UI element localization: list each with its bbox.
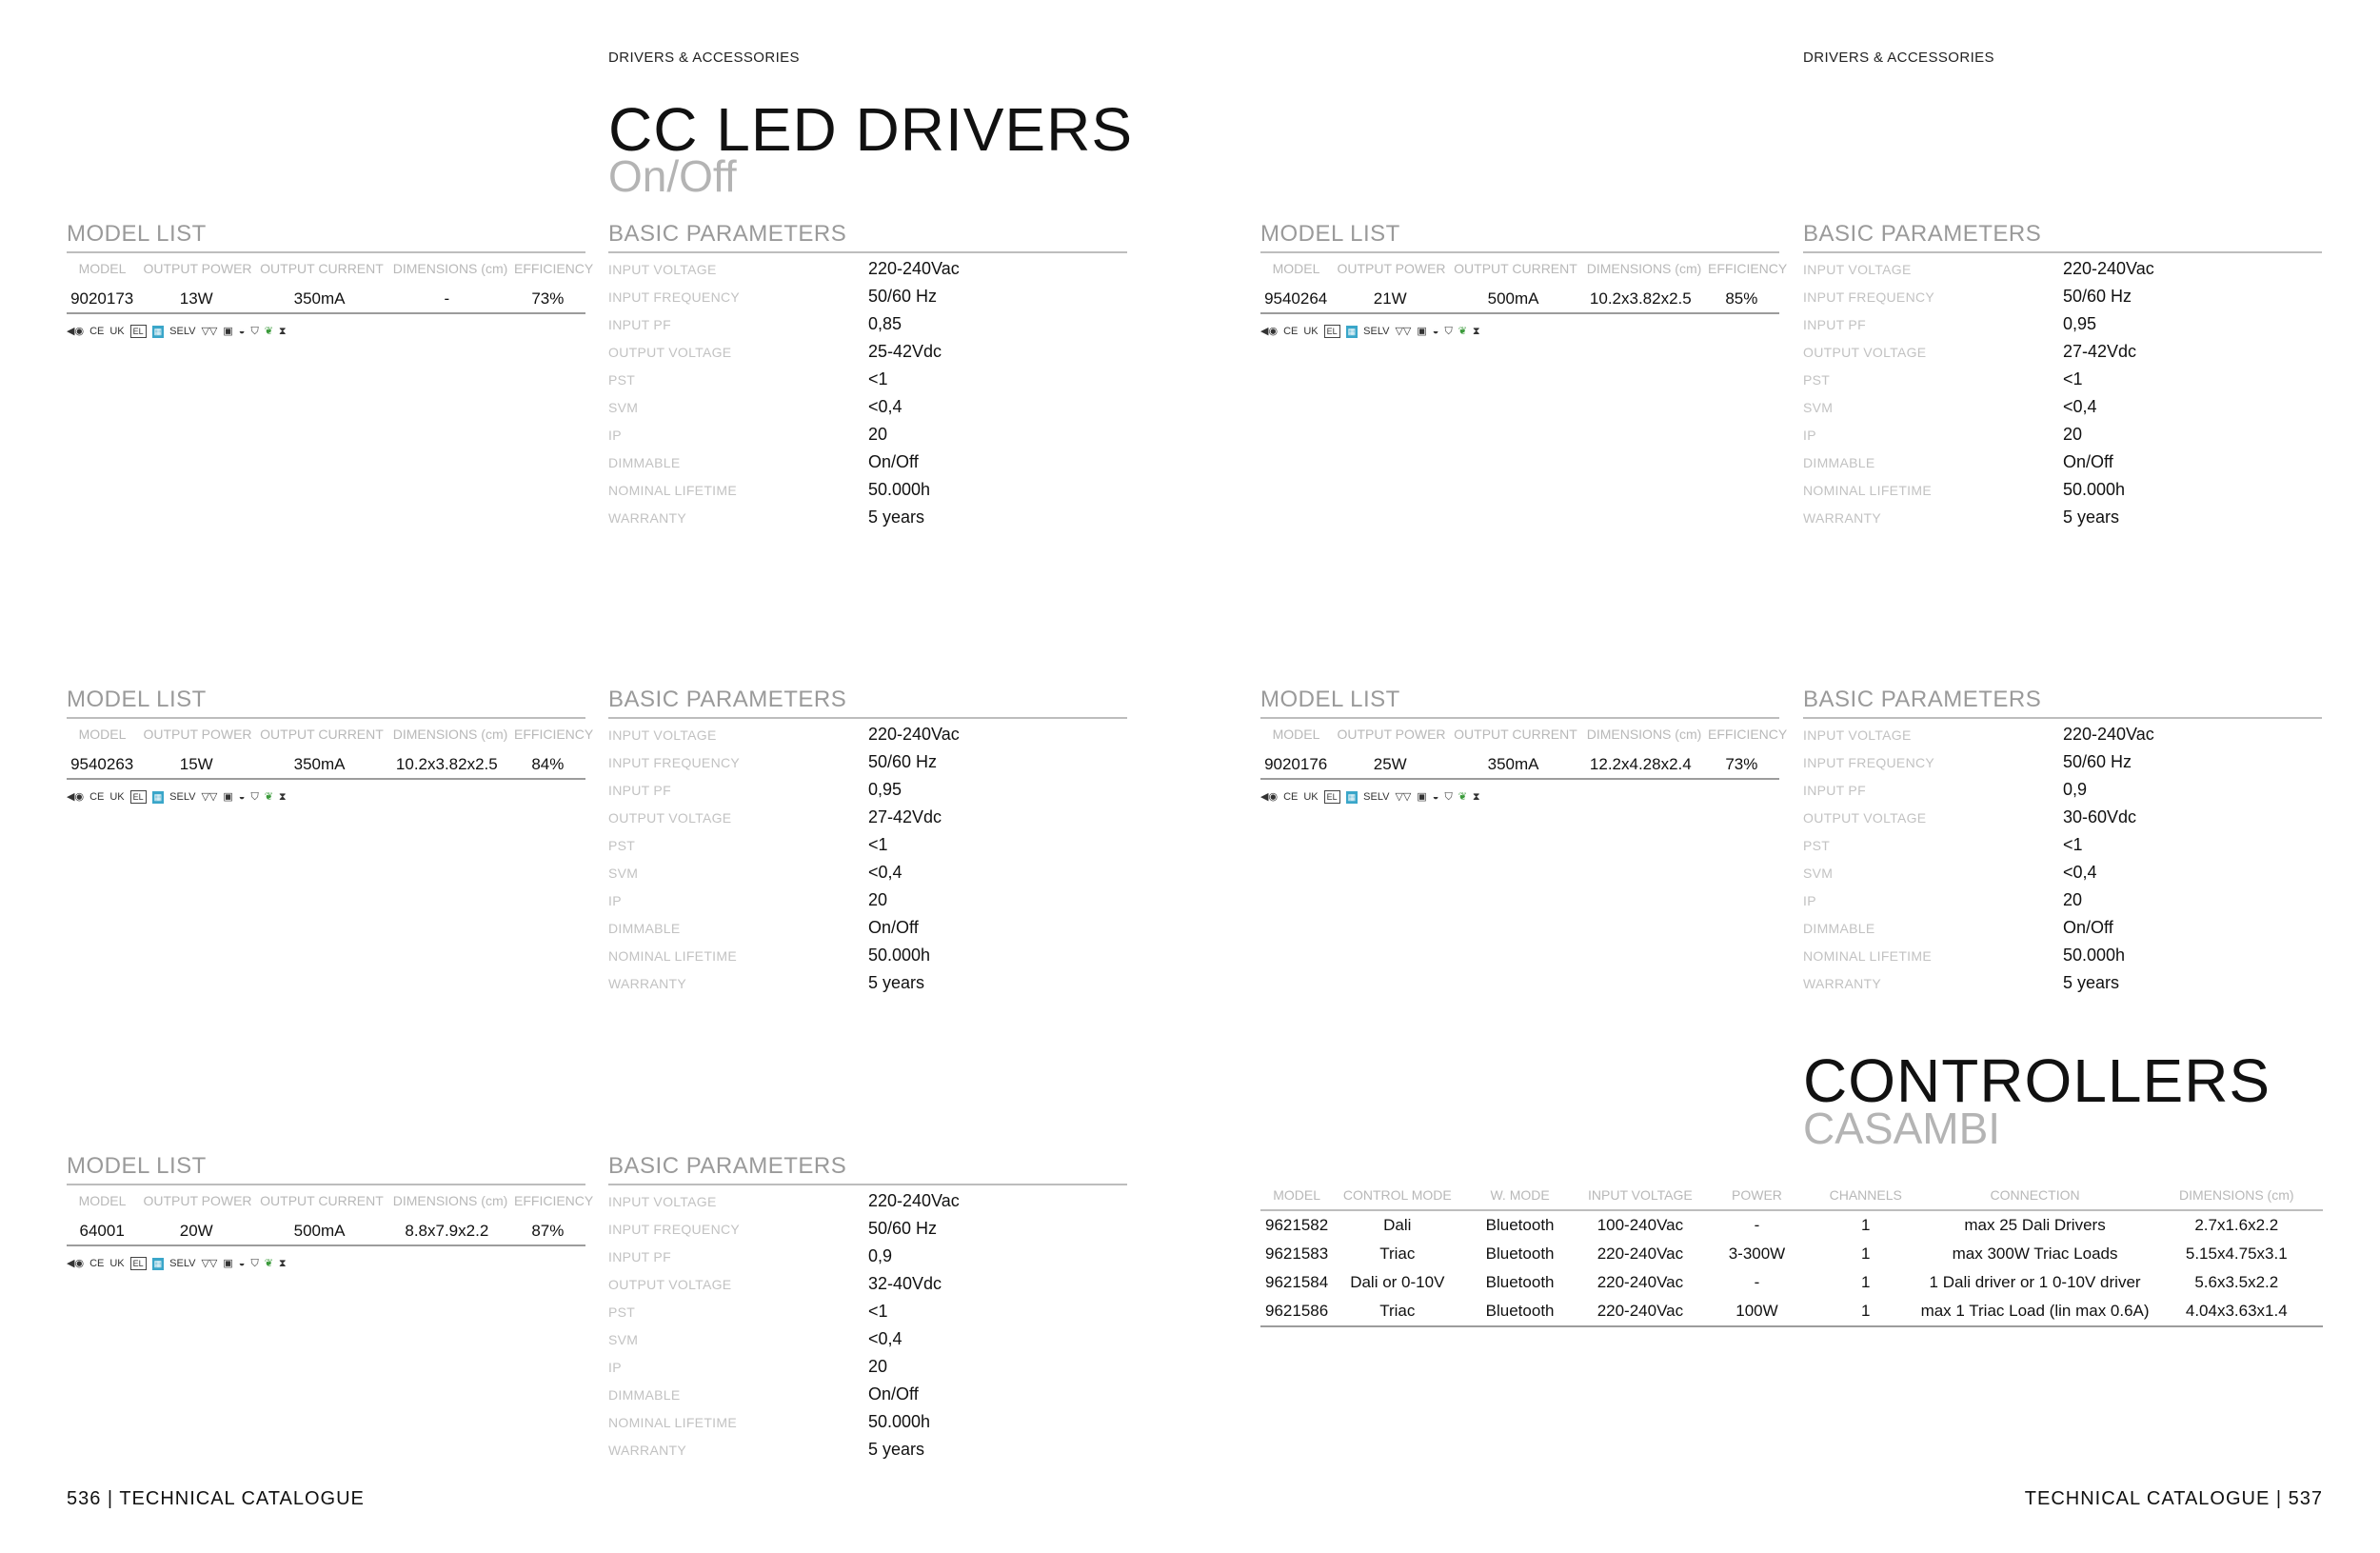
param-value: 0,95: [868, 780, 902, 799]
col-channels: CHANNELS: [1812, 1181, 1920, 1210]
param-value: 220-240Vac: [868, 259, 960, 278]
param-label: IP: [608, 892, 622, 908]
param-value: <0,4: [868, 863, 902, 882]
param-value: 5 years: [868, 973, 925, 992]
output-power: 25W: [1373, 755, 1407, 773]
param-label: INPUT PF: [608, 316, 671, 332]
param-label: OUTPUT VOLTAGE: [608, 1276, 732, 1292]
input-voltage: 100-240Vac: [1597, 1216, 1684, 1234]
wee-free-icon: ▦: [153, 1258, 163, 1268]
input-voltage: 220-240Vac: [1578, 1297, 1702, 1326]
selv-icon: SELV: [169, 1258, 196, 1269]
output-power: 15W: [179, 755, 213, 773]
power: -: [1754, 1216, 1760, 1234]
output-current: 350mA: [293, 289, 346, 308]
model-number: 9540264: [1264, 289, 1328, 308]
param-label: PST: [1803, 371, 1831, 388]
param-label: WARRANTY: [608, 509, 686, 526]
certification-icons: [67, 1256, 287, 1271]
model-list-header: MODEL LIST: [67, 687, 585, 719]
dimensions: -: [444, 289, 450, 308]
col-output-current: OUTPUT CURRENT: [1454, 261, 1577, 276]
col-efficiency: EFFICIENCY: [514, 261, 594, 276]
wee-free-icon: ▦: [153, 326, 163, 336]
model-number: 9020173: [70, 289, 134, 308]
basic-params-list: [1803, 721, 2154, 997]
el-icon: EL: [1324, 325, 1340, 338]
wee-free-icon: ▦: [153, 791, 163, 802]
col-control-mode: CONTROL MODE: [1333, 1181, 1461, 1210]
footer-right: TECHNICAL CATALOGUE | 537: [2024, 1488, 2323, 1509]
output-current: 500mA: [1487, 289, 1539, 308]
param-value: <0,4: [2063, 397, 2097, 416]
param-label: INPUT PF: [608, 782, 671, 798]
output-current: 350mA: [1487, 755, 1539, 773]
tw-icon: ▽▽: [1395, 791, 1412, 803]
protection-icon: ⛉: [250, 326, 259, 337]
basic-params-list: [608, 1187, 960, 1463]
param-value: 27-42Vdc: [2063, 342, 2137, 361]
table-row: [67, 755, 585, 780]
model-number: 9621584: [1265, 1273, 1329, 1291]
dimensions: 5.15x4.75x3.1: [2185, 1244, 2288, 1263]
table-row: [1260, 1268, 2323, 1297]
col-efficiency: EFFICIENCY: [514, 1193, 594, 1208]
leaf-icon: ❦: [1458, 326, 1467, 337]
param-label: PST: [608, 837, 636, 853]
param-value: 0,85: [868, 314, 902, 333]
param-label: INPUT FREQUENCY: [608, 754, 741, 770]
param-label: WARRANTY: [608, 975, 686, 991]
param-value: 0,95: [2063, 314, 2097, 333]
param-value: 50/60 Hz: [868, 1219, 938, 1238]
control-mode: Triac: [1379, 1244, 1416, 1263]
col-input-voltage: INPUT VOLTAGE: [1578, 1181, 1702, 1210]
param-value: <0,4: [2063, 863, 2097, 882]
param-label: INPUT PF: [608, 1248, 671, 1264]
leaf-icon: ❦: [264, 1258, 273, 1269]
col-dimensions: DIMENSIONS (cm): [1586, 727, 1702, 742]
param-label: DIMMABLE: [1803, 920, 1875, 936]
model-number: 9621583: [1265, 1244, 1329, 1263]
hourglass-icon: ⧗: [278, 791, 287, 803]
col-model: MODEL: [78, 727, 127, 742]
param-label: IP: [608, 1359, 622, 1375]
col-output-current: OUTPUT CURRENT: [260, 727, 384, 742]
param-value: <1: [2063, 369, 2083, 388]
param-value: <1: [2063, 835, 2083, 854]
param-label: INPUT PF: [1803, 316, 1866, 332]
enec-icon: ◀◉: [67, 791, 85, 803]
selv-icon: SELV: [169, 791, 196, 803]
selv-icon: SELV: [1363, 326, 1390, 337]
basic-params-header: BASIC PARAMETERS: [608, 687, 1127, 719]
protection-icon: ⛉: [250, 1258, 259, 1269]
page-subtitle: On/Off: [608, 151, 737, 201]
basic-params-list: [608, 721, 960, 997]
param-label: PST: [608, 371, 636, 388]
param-label: OUTPUT VOLTAGE: [608, 809, 732, 826]
basic-params-header: BASIC PARAMETERS: [1803, 221, 2322, 253]
col-output-power: OUTPUT POWER: [1337, 727, 1446, 742]
certification-icons: [67, 324, 287, 339]
param-value: 5 years: [2063, 973, 2120, 992]
independent-icon: ◒: [238, 1258, 246, 1269]
param-value: 220-240Vac: [868, 725, 960, 744]
param-label: IP: [1803, 427, 1816, 443]
w-mode: Bluetooth: [1485, 1216, 1555, 1234]
leaf-icon: ❦: [264, 326, 273, 337]
col-efficiency: EFFICIENCY: [1708, 261, 1788, 276]
model-list-header: MODEL LIST: [67, 1153, 585, 1185]
param-label: SVM: [608, 1331, 639, 1347]
param-label: SVM: [1803, 865, 1834, 881]
tw-icon: ▽▽: [201, 1258, 218, 1269]
col-dimensions: DIMENSIONS (cm): [1586, 261, 1702, 276]
param-value: 50/60 Hz: [2063, 287, 2132, 306]
param-label: INPUT FREQUENCY: [1803, 289, 1935, 305]
channels: 1: [1861, 1273, 1871, 1291]
param-value: 0,9: [2063, 780, 2088, 799]
channels: 1: [1812, 1297, 1920, 1326]
param-value: On/Off: [868, 1384, 919, 1404]
leaf-icon: ❦: [1458, 791, 1467, 803]
model-list-columns: [67, 1193, 594, 1208]
control-mode: Dali: [1383, 1216, 1412, 1234]
el-icon: EL: [130, 1257, 147, 1270]
col-model: MODEL: [1272, 727, 1320, 742]
model-number: 9540263: [70, 755, 134, 773]
model-list-columns: [1260, 727, 1788, 742]
param-label: NOMINAL LIFETIME: [608, 947, 737, 964]
model-list-columns: [67, 261, 594, 276]
param-label: IP: [608, 427, 622, 443]
param-value: 5 years: [868, 508, 925, 527]
model-number: 9020176: [1264, 755, 1328, 773]
param-value: 25-42Vdc: [868, 342, 942, 361]
col-model: MODEL: [78, 1193, 127, 1208]
ukca-icon: UK: [1303, 791, 1319, 803]
col-output-current: OUTPUT CURRENT: [1454, 727, 1577, 742]
param-value: On/Off: [2063, 452, 2113, 471]
section-label-right: DRIVERS & ACCESSORIES: [1803, 50, 1994, 66]
param-value: 50.000h: [2063, 480, 2126, 499]
col-efficiency: EFFICIENCY: [514, 727, 594, 742]
ukca-icon: UK: [1303, 326, 1319, 337]
param-value: On/Off: [868, 452, 919, 471]
ce-mark-icon: CE: [89, 791, 105, 803]
class-ii-icon: ▣: [1417, 326, 1427, 337]
efficiency: 73%: [531, 289, 565, 308]
channels: 1: [1861, 1244, 1871, 1263]
ukca-icon: UK: [109, 791, 125, 803]
connection: 1 Dali driver or 1 0-10V driver: [1929, 1273, 2141, 1291]
param-value: <0,4: [868, 1329, 902, 1348]
param-label: SVM: [608, 399, 639, 415]
el-icon: EL: [130, 325, 147, 338]
page-title: CC LED DRIVERS: [608, 95, 1133, 164]
tw-icon: ▽▽: [201, 791, 218, 803]
hourglass-icon: ⧗: [278, 1258, 287, 1269]
selv-icon: SELV: [169, 326, 196, 337]
tw-icon: ▽▽: [201, 326, 218, 337]
param-value: 27-42Vdc: [868, 807, 942, 826]
protection-icon: ⛉: [1444, 326, 1453, 337]
param-label: NOMINAL LIFETIME: [1803, 482, 1932, 498]
param-label: INPUT FREQUENCY: [608, 289, 741, 305]
efficiency: 87%: [531, 1222, 565, 1240]
efficiency: 84%: [531, 755, 565, 773]
col-output-current: OUTPUT CURRENT: [260, 261, 384, 276]
col-model: MODEL: [78, 261, 127, 276]
param-label: OUTPUT VOLTAGE: [1803, 344, 1927, 360]
param-label: NOMINAL LIFETIME: [1803, 947, 1932, 964]
param-label: OUTPUT VOLTAGE: [1803, 809, 1927, 826]
param-value: 50.000h: [868, 946, 931, 965]
dimensions: 5.6x3.5x2.2: [2194, 1273, 2279, 1291]
col-efficiency: EFFICIENCY: [1708, 727, 1788, 742]
param-value: 50/60 Hz: [868, 752, 938, 771]
param-label: INPUT FREQUENCY: [608, 1221, 741, 1237]
param-value: 50/60 Hz: [2063, 752, 2132, 771]
dimensions: 12.2x4.28x2.4: [1589, 755, 1692, 773]
dimensions: 2.7x1.6x2.2: [2194, 1216, 2279, 1234]
output-power: 20W: [179, 1222, 213, 1240]
ukca-icon: UK: [109, 326, 125, 337]
col-output-power: OUTPUT POWER: [143, 261, 252, 276]
enec-icon: ◀◉: [1260, 326, 1279, 337]
certification-icons: [1260, 789, 1480, 805]
dimensions: 10.2x3.82x2.5: [1589, 289, 1692, 308]
col-output-power: OUTPUT POWER: [143, 727, 252, 742]
ce-mark-icon: CE: [1283, 326, 1299, 337]
param-label: DIMMABLE: [608, 454, 681, 470]
power: 100W: [1702, 1297, 1812, 1326]
param-label: INPUT FREQUENCY: [1803, 754, 1935, 770]
control-mode: Dali or 0-10V: [1350, 1273, 1445, 1291]
param-label: NOMINAL LIFETIME: [608, 482, 737, 498]
param-label: WARRANTY: [1803, 509, 1881, 526]
param-value: 220-240Vac: [868, 1191, 960, 1210]
class-ii-icon: ▣: [223, 1258, 233, 1269]
protection-icon: ⛉: [250, 791, 259, 803]
leaf-icon: ❦: [264, 791, 273, 803]
param-value: 50.000h: [868, 480, 931, 499]
output-power: 21W: [1373, 289, 1407, 308]
param-label: INPUT VOLTAGE: [1803, 261, 1912, 277]
controllers-table: [1260, 1181, 2323, 1327]
basic-params-list: [1803, 255, 2154, 531]
output-current: 500mA: [293, 1222, 346, 1240]
param-value: <1: [868, 369, 888, 388]
el-icon: EL: [1324, 790, 1340, 804]
param-value: <1: [868, 835, 888, 854]
table-row: [1260, 289, 1779, 314]
efficiency: 85%: [1725, 289, 1758, 308]
output-current: 350mA: [293, 755, 346, 773]
class-ii-icon: ▣: [223, 326, 233, 337]
wee-free-icon: ▦: [1347, 791, 1357, 802]
param-value: 20: [2063, 890, 2083, 909]
input-voltage: 220-240Vac: [1597, 1273, 1684, 1291]
ukca-icon: UK: [109, 1258, 125, 1269]
param-value: 220-240Vac: [2063, 259, 2154, 278]
certification-icons: [1260, 324, 1480, 339]
col-dimensions: DIMENSIONS (cm): [392, 261, 508, 276]
footer-left: 536 | TECHNICAL CATALOGUE: [67, 1488, 365, 1509]
enec-icon: ◀◉: [1260, 791, 1279, 803]
basic-params-header: BASIC PARAMETERS: [608, 221, 1127, 253]
model-list-columns: [67, 727, 594, 742]
param-value: 5 years: [868, 1440, 925, 1459]
connection: max 1 Triac Load (lin max 0.6A): [1920, 1297, 2151, 1326]
col-power: POWER: [1702, 1181, 1812, 1210]
param-label: WARRANTY: [1803, 975, 1881, 991]
param-label: INPUT VOLTAGE: [608, 1193, 717, 1209]
ce-mark-icon: CE: [89, 326, 105, 337]
independent-icon: ◒: [238, 326, 246, 337]
efficiency: 73%: [1725, 755, 1758, 773]
param-value: 50.000h: [2063, 946, 2126, 965]
class-ii-icon: ▣: [223, 791, 233, 803]
channels: 1: [1861, 1216, 1871, 1234]
w-mode: Bluetooth: [1461, 1297, 1577, 1326]
param-value: On/Off: [868, 918, 919, 937]
table-row: [67, 1222, 585, 1246]
protection-icon: ⛉: [1444, 791, 1453, 803]
param-label: PST: [608, 1304, 636, 1320]
param-label: WARRANTY: [608, 1442, 686, 1458]
param-label: INPUT VOLTAGE: [1803, 727, 1912, 743]
col-connection: CONNECTION: [1920, 1181, 2151, 1210]
param-value: 32-40Vdc: [868, 1274, 942, 1293]
independent-icon: ◒: [1432, 326, 1439, 337]
param-label: NOMINAL LIFETIME: [608, 1414, 737, 1430]
model-list-columns: [1260, 261, 1788, 276]
col-model: MODEL: [1272, 261, 1320, 276]
param-label: SVM: [1803, 399, 1834, 415]
controllers-title: CONTROLLERS: [1803, 1046, 2271, 1115]
dimensions: 8.8x7.9x2.2: [405, 1222, 489, 1240]
section-label-left: DRIVERS & ACCESSORIES: [608, 50, 800, 66]
param-value: 20: [868, 890, 888, 909]
ce-mark-icon: CE: [1283, 791, 1299, 803]
model-number: 9621586: [1260, 1297, 1333, 1326]
output-power: 13W: [179, 289, 213, 308]
dimensions: 4.04x3.63x1.4: [2151, 1297, 2323, 1326]
col-model: MODEL: [1260, 1181, 1333, 1210]
model-number: 9621582: [1265, 1216, 1329, 1234]
hourglass-icon: ⧗: [278, 326, 287, 337]
model-list-header: MODEL LIST: [1260, 221, 1779, 253]
param-value: 0,9: [868, 1246, 893, 1265]
col-output-power: OUTPUT POWER: [143, 1193, 252, 1208]
param-value: 50.000h: [868, 1412, 931, 1431]
param-label: SVM: [608, 865, 639, 881]
connection: max 300W Triac Loads: [1952, 1244, 2118, 1263]
param-label: INPUT PF: [1803, 782, 1866, 798]
independent-icon: ◒: [238, 791, 246, 803]
param-label: PST: [1803, 837, 1831, 853]
param-value: 5 years: [2063, 508, 2120, 527]
enec-icon: ◀◉: [67, 326, 85, 337]
param-label: INPUT VOLTAGE: [608, 727, 717, 743]
controllers-subtitle: CASAMBI: [1803, 1104, 2001, 1153]
param-label: DIMMABLE: [608, 1386, 681, 1403]
param-value: <0,4: [868, 397, 902, 416]
basic-params-list: [608, 255, 960, 531]
input-voltage: 220-240Vac: [1597, 1244, 1684, 1263]
param-value: 50/60 Hz: [868, 287, 938, 306]
basic-params-header: BASIC PARAMETERS: [608, 1153, 1127, 1185]
param-label: DIMMABLE: [1803, 454, 1875, 470]
model-list-header: MODEL LIST: [1260, 687, 1779, 719]
col-dimensions: DIMENSIONS (cm): [392, 1193, 508, 1208]
param-value: 20: [2063, 425, 2083, 444]
selv-icon: SELV: [1363, 791, 1390, 803]
col-dimensions: DIMENSIONS (cm): [2151, 1181, 2323, 1210]
model-list-header: MODEL LIST: [67, 221, 585, 253]
col-dimensions: DIMENSIONS (cm): [392, 727, 508, 742]
col-w-mode: W. MODE: [1461, 1181, 1577, 1210]
param-label: IP: [1803, 892, 1816, 908]
w-mode: Bluetooth: [1485, 1273, 1555, 1291]
certification-icons: [67, 789, 287, 805]
connection: max 25 Dali Drivers: [1964, 1216, 2106, 1234]
table-row: [1260, 755, 1779, 780]
model-number: 64001: [79, 1222, 125, 1240]
param-value: 20: [868, 425, 888, 444]
col-output-power: OUTPUT POWER: [1337, 261, 1446, 276]
independent-icon: ◒: [1432, 791, 1439, 803]
hourglass-icon: ⧗: [1472, 791, 1480, 803]
ce-mark-icon: CE: [89, 1258, 105, 1269]
param-value: 20: [868, 1357, 888, 1376]
basic-params-header: BASIC PARAMETERS: [1803, 687, 2322, 719]
power: 3-300W: [1728, 1244, 1786, 1263]
param-value: <1: [868, 1302, 888, 1321]
table-row: [1260, 1210, 2323, 1240]
param-value: 220-240Vac: [2063, 725, 2154, 744]
table-row: [67, 289, 585, 314]
table-row: [1260, 1297, 2323, 1326]
el-icon: EL: [130, 790, 147, 804]
table-row: [1260, 1240, 2323, 1268]
power: -: [1754, 1273, 1760, 1291]
controllers-header-row: [1260, 1181, 2323, 1210]
hourglass-icon: ⧗: [1472, 326, 1480, 337]
param-value: On/Off: [2063, 918, 2113, 937]
param-label: DIMMABLE: [608, 920, 681, 936]
control-mode: Triac: [1333, 1297, 1461, 1326]
dimensions: 10.2x3.82x2.5: [395, 755, 498, 773]
param-label: INPUT VOLTAGE: [608, 261, 717, 277]
col-output-current: OUTPUT CURRENT: [260, 1193, 384, 1208]
wee-free-icon: ▦: [1347, 326, 1357, 336]
w-mode: Bluetooth: [1485, 1244, 1555, 1263]
param-label: OUTPUT VOLTAGE: [608, 344, 732, 360]
tw-icon: ▽▽: [1395, 326, 1412, 337]
enec-icon: ◀◉: [67, 1258, 85, 1269]
param-value: 30-60Vdc: [2063, 807, 2137, 826]
class-ii-icon: ▣: [1417, 791, 1427, 803]
